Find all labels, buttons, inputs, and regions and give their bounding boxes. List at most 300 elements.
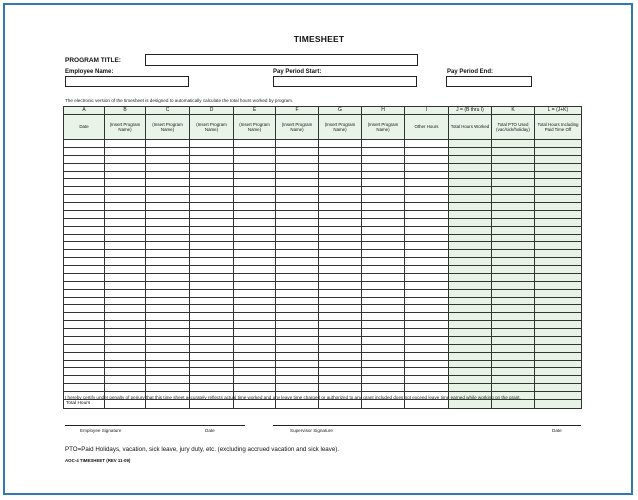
table-cell[interactable] — [362, 234, 405, 242]
table-cell[interactable] — [276, 352, 319, 360]
table-cell[interactable] — [319, 266, 362, 274]
table-cell[interactable] — [190, 226, 234, 234]
table-cell[interactable] — [234, 273, 276, 281]
table-cell[interactable] — [146, 140, 190, 148]
table-cell[interactable] — [362, 163, 405, 171]
table-cell[interactable] — [234, 242, 276, 250]
table-cell[interactable] — [449, 250, 492, 258]
table-cell[interactable] — [276, 218, 319, 226]
table-cell[interactable] — [146, 226, 190, 234]
table-cell[interactable] — [492, 242, 535, 250]
table-cell[interactable] — [276, 155, 319, 163]
table-cell[interactable] — [492, 195, 535, 203]
table-cell[interactable] — [234, 163, 276, 171]
table-cell[interactable] — [276, 171, 319, 179]
table-cell[interactable] — [64, 344, 105, 352]
table-cell[interactable] — [190, 234, 234, 242]
table-cell[interactable] — [64, 336, 105, 344]
table-cell[interactable] — [190, 258, 234, 266]
table-cell[interactable] — [276, 242, 319, 250]
table-cell[interactable] — [64, 313, 105, 321]
table-cell[interactable] — [492, 147, 535, 155]
table-cell[interactable] — [190, 163, 234, 171]
table-cell[interactable] — [362, 352, 405, 360]
table-cell[interactable] — [146, 273, 190, 281]
table-cell[interactable] — [146, 313, 190, 321]
table-cell[interactable] — [449, 352, 492, 360]
table-cell[interactable] — [535, 344, 582, 352]
table-cell[interactable] — [319, 218, 362, 226]
table-cell[interactable] — [146, 376, 190, 384]
table-cell[interactable] — [64, 250, 105, 258]
table-cell[interactable] — [449, 242, 492, 250]
table-cell[interactable] — [64, 321, 105, 329]
table-cell[interactable] — [276, 376, 319, 384]
table-cell[interactable] — [362, 281, 405, 289]
table-cell[interactable] — [535, 234, 582, 242]
table-cell[interactable] — [319, 321, 362, 329]
table-cell[interactable] — [362, 289, 405, 297]
table-cell[interactable] — [105, 140, 146, 148]
table-cell[interactable] — [449, 155, 492, 163]
table-cell[interactable] — [535, 360, 582, 368]
table-cell[interactable] — [405, 376, 449, 384]
table-cell[interactable] — [492, 329, 535, 337]
employee-name-field[interactable] — [65, 76, 189, 87]
table-cell[interactable] — [449, 297, 492, 305]
table-cell[interactable] — [64, 187, 105, 195]
table-cell[interactable] — [64, 329, 105, 337]
table-cell[interactable] — [405, 344, 449, 352]
table-cell[interactable] — [64, 242, 105, 250]
table-cell[interactable] — [190, 376, 234, 384]
table-cell[interactable] — [492, 226, 535, 234]
table-cell[interactable] — [234, 368, 276, 376]
table-cell[interactable] — [492, 210, 535, 218]
table-cell[interactable] — [190, 336, 234, 344]
table-cell[interactable] — [105, 344, 146, 352]
table-cell[interactable] — [492, 218, 535, 226]
table-cell[interactable] — [535, 368, 582, 376]
table-cell[interactable] — [535, 273, 582, 281]
table-cell[interactable] — [276, 289, 319, 297]
table-cell[interactable] — [234, 218, 276, 226]
table-cell[interactable] — [190, 171, 234, 179]
table-cell[interactable] — [535, 384, 582, 392]
table-cell[interactable] — [234, 329, 276, 337]
table-cell[interactable] — [190, 297, 234, 305]
table-cell[interactable] — [146, 250, 190, 258]
table-cell[interactable] — [319, 368, 362, 376]
table-cell[interactable] — [405, 226, 449, 234]
table-cell[interactable] — [105, 289, 146, 297]
table-cell[interactable] — [449, 376, 492, 384]
supervisor-signature-line[interactable] — [273, 425, 581, 426]
table-cell[interactable] — [190, 187, 234, 195]
table-cell[interactable] — [535, 352, 582, 360]
table-cell[interactable] — [234, 352, 276, 360]
table-cell[interactable] — [319, 329, 362, 337]
table-cell[interactable] — [234, 147, 276, 155]
table-cell[interactable] — [146, 336, 190, 344]
table-cell[interactable] — [276, 195, 319, 203]
table-cell[interactable] — [146, 218, 190, 226]
table-cell[interactable] — [405, 266, 449, 274]
table-cell[interactable] — [146, 187, 190, 195]
table-cell[interactable] — [449, 140, 492, 148]
table-cell[interactable] — [492, 155, 535, 163]
table-cell[interactable] — [405, 195, 449, 203]
table-cell[interactable] — [535, 297, 582, 305]
table-cell[interactable] — [362, 329, 405, 337]
table-cell[interactable] — [146, 360, 190, 368]
table-cell[interactable] — [105, 218, 146, 226]
table-cell[interactable] — [105, 384, 146, 392]
table-cell[interactable] — [535, 179, 582, 187]
table-cell[interactable] — [190, 321, 234, 329]
table-cell[interactable] — [362, 250, 405, 258]
table-cell[interactable] — [535, 289, 582, 297]
table-cell[interactable] — [405, 242, 449, 250]
table-cell[interactable] — [105, 226, 146, 234]
table-cell[interactable] — [319, 344, 362, 352]
table-cell[interactable] — [449, 187, 492, 195]
table-cell[interactable] — [190, 281, 234, 289]
table-cell[interactable] — [105, 352, 146, 360]
table-cell[interactable] — [146, 368, 190, 376]
table-cell[interactable] — [190, 329, 234, 337]
table-cell[interactable] — [492, 187, 535, 195]
table-cell[interactable] — [492, 384, 535, 392]
table-cell[interactable] — [535, 226, 582, 234]
program-title-field[interactable] — [145, 54, 418, 66]
table-cell[interactable] — [362, 171, 405, 179]
table-cell[interactable] — [105, 297, 146, 305]
table-cell[interactable] — [190, 140, 234, 148]
table-cell[interactable] — [190, 179, 234, 187]
table-cell[interactable] — [146, 210, 190, 218]
table-cell[interactable] — [535, 250, 582, 258]
table-cell[interactable] — [449, 321, 492, 329]
table-cell[interactable] — [535, 329, 582, 337]
table-cell[interactable] — [405, 179, 449, 187]
table-cell[interactable] — [492, 336, 535, 344]
table-cell[interactable] — [405, 336, 449, 344]
table-cell[interactable] — [234, 281, 276, 289]
table-cell[interactable] — [146, 203, 190, 211]
table-cell[interactable] — [362, 147, 405, 155]
table-cell[interactable] — [449, 226, 492, 234]
table-cell[interactable] — [535, 281, 582, 289]
table-cell[interactable] — [535, 266, 582, 274]
table-cell[interactable] — [234, 266, 276, 274]
table-cell[interactable] — [405, 321, 449, 329]
table-cell[interactable] — [492, 344, 535, 352]
table-cell[interactable] — [105, 147, 146, 155]
table-cell[interactable] — [146, 155, 190, 163]
table-cell[interactable] — [405, 155, 449, 163]
table-cell[interactable] — [234, 258, 276, 266]
table-cell[interactable] — [276, 187, 319, 195]
table-cell[interactable] — [234, 140, 276, 148]
table-cell[interactable] — [362, 376, 405, 384]
table-cell[interactable] — [190, 289, 234, 297]
table-cell[interactable] — [105, 234, 146, 242]
table-cell[interactable] — [105, 258, 146, 266]
table-cell[interactable] — [319, 203, 362, 211]
table-cell[interactable] — [64, 289, 105, 297]
table-cell[interactable] — [319, 155, 362, 163]
table-cell[interactable] — [449, 289, 492, 297]
table-cell[interactable] — [146, 147, 190, 155]
table-cell[interactable] — [319, 140, 362, 148]
table-cell[interactable] — [362, 187, 405, 195]
table-cell[interactable] — [405, 147, 449, 155]
table-cell[interactable] — [535, 163, 582, 171]
table-cell[interactable] — [190, 352, 234, 360]
table-cell[interactable] — [64, 258, 105, 266]
table-cell[interactable] — [105, 210, 146, 218]
table-cell[interactable] — [535, 187, 582, 195]
table-cell[interactable] — [146, 179, 190, 187]
table-cell[interactable] — [64, 266, 105, 274]
table-cell[interactable] — [449, 195, 492, 203]
table-cell[interactable] — [190, 313, 234, 321]
table-cell[interactable] — [64, 368, 105, 376]
table-cell[interactable] — [64, 171, 105, 179]
table-cell[interactable] — [319, 195, 362, 203]
table-cell[interactable] — [146, 266, 190, 274]
table-cell[interactable] — [276, 250, 319, 258]
table-cell[interactable] — [276, 313, 319, 321]
table-cell[interactable] — [449, 336, 492, 344]
table-cell[interactable] — [105, 305, 146, 313]
table-cell[interactable] — [405, 171, 449, 179]
table-cell[interactable] — [362, 203, 405, 211]
table-cell[interactable] — [190, 195, 234, 203]
table-cell[interactable] — [405, 250, 449, 258]
table-cell[interactable] — [64, 281, 105, 289]
table-cell[interactable] — [146, 289, 190, 297]
table-cell[interactable] — [362, 226, 405, 234]
table-cell[interactable] — [234, 155, 276, 163]
table-cell[interactable] — [146, 234, 190, 242]
table-cell[interactable] — [234, 336, 276, 344]
table-cell[interactable] — [64, 195, 105, 203]
table-cell[interactable] — [190, 384, 234, 392]
table-cell[interactable] — [405, 384, 449, 392]
table-cell[interactable] — [492, 313, 535, 321]
table-cell[interactable] — [276, 281, 319, 289]
table-cell[interactable] — [276, 147, 319, 155]
table-cell[interactable] — [405, 140, 449, 148]
table-cell[interactable] — [105, 195, 146, 203]
table-cell[interactable] — [190, 360, 234, 368]
table-cell[interactable] — [449, 218, 492, 226]
table-cell[interactable] — [362, 273, 405, 281]
table-cell[interactable] — [105, 242, 146, 250]
table-cell[interactable] — [405, 187, 449, 195]
table-cell[interactable] — [64, 147, 105, 155]
table-cell[interactable] — [319, 187, 362, 195]
table-cell[interactable] — [276, 321, 319, 329]
table-cell[interactable] — [276, 336, 319, 344]
table-cell[interactable] — [64, 218, 105, 226]
table-cell[interactable] — [105, 171, 146, 179]
table-cell[interactable] — [234, 195, 276, 203]
table-cell[interactable] — [64, 352, 105, 360]
table-cell[interactable] — [146, 297, 190, 305]
table-cell[interactable] — [105, 321, 146, 329]
table-cell[interactable] — [319, 179, 362, 187]
pay-period-end-field[interactable] — [446, 76, 532, 87]
table-cell[interactable] — [535, 147, 582, 155]
table-cell[interactable] — [190, 147, 234, 155]
table-cell[interactable] — [146, 195, 190, 203]
table-cell[interactable] — [105, 313, 146, 321]
table-cell[interactable] — [276, 226, 319, 234]
table-cell[interactable] — [362, 384, 405, 392]
table-cell[interactable] — [405, 313, 449, 321]
table-cell[interactable] — [146, 258, 190, 266]
table-cell[interactable] — [405, 210, 449, 218]
table-cell[interactable] — [105, 329, 146, 337]
table-cell[interactable] — [276, 297, 319, 305]
table-cell[interactable] — [449, 203, 492, 211]
table-cell[interactable] — [64, 376, 105, 384]
table-cell[interactable] — [405, 203, 449, 211]
table-cell[interactable] — [319, 242, 362, 250]
table-cell[interactable] — [492, 266, 535, 274]
table-cell[interactable] — [449, 171, 492, 179]
table-cell[interactable] — [190, 266, 234, 274]
table-cell[interactable] — [234, 250, 276, 258]
table-cell[interactable] — [319, 234, 362, 242]
table-cell[interactable] — [105, 368, 146, 376]
table-cell[interactable] — [535, 140, 582, 148]
table-cell[interactable] — [319, 376, 362, 384]
table-cell[interactable] — [319, 384, 362, 392]
table-cell[interactable] — [190, 273, 234, 281]
table-cell[interactable] — [146, 171, 190, 179]
table-cell[interactable] — [492, 250, 535, 258]
table-cell[interactable] — [319, 297, 362, 305]
table-cell[interactable] — [492, 281, 535, 289]
table-cell[interactable] — [405, 368, 449, 376]
table-cell[interactable] — [449, 179, 492, 187]
table-cell[interactable] — [105, 336, 146, 344]
table-cell[interactable] — [234, 297, 276, 305]
table-cell[interactable] — [234, 210, 276, 218]
table-cell[interactable] — [362, 140, 405, 148]
table-cell[interactable] — [319, 305, 362, 313]
table-cell[interactable] — [146, 281, 190, 289]
table-cell[interactable] — [535, 336, 582, 344]
table-cell[interactable] — [190, 250, 234, 258]
table-cell[interactable] — [362, 344, 405, 352]
table-cell[interactable] — [64, 140, 105, 148]
table-cell[interactable] — [535, 195, 582, 203]
table-cell[interactable] — [234, 289, 276, 297]
table-cell[interactable] — [319, 273, 362, 281]
table-cell[interactable] — [362, 210, 405, 218]
table-cell[interactable] — [449, 329, 492, 337]
table-cell[interactable] — [319, 352, 362, 360]
table-cell[interactable] — [234, 171, 276, 179]
table-cell[interactable] — [492, 360, 535, 368]
table-cell[interactable] — [319, 281, 362, 289]
table-cell[interactable] — [449, 234, 492, 242]
table-cell[interactable] — [105, 266, 146, 274]
table-cell[interactable] — [276, 273, 319, 281]
table-cell[interactable] — [492, 179, 535, 187]
table-cell[interactable] — [64, 203, 105, 211]
table-cell[interactable] — [362, 242, 405, 250]
table-cell[interactable] — [492, 321, 535, 329]
table-cell[interactable] — [319, 336, 362, 344]
table-cell[interactable] — [276, 179, 319, 187]
table-cell[interactable] — [146, 329, 190, 337]
table-cell[interactable] — [535, 376, 582, 384]
table-cell[interactable] — [535, 218, 582, 226]
table-cell[interactable] — [64, 163, 105, 171]
employee-signature-line[interactable] — [65, 425, 245, 426]
table-cell[interactable] — [405, 258, 449, 266]
table-cell[interactable] — [105, 203, 146, 211]
table-cell[interactable] — [405, 289, 449, 297]
table-cell[interactable] — [234, 376, 276, 384]
table-cell[interactable] — [234, 226, 276, 234]
table-cell[interactable] — [234, 187, 276, 195]
table-cell[interactable] — [405, 297, 449, 305]
table-cell[interactable] — [105, 179, 146, 187]
table-cell[interactable] — [362, 297, 405, 305]
table-cell[interactable] — [449, 210, 492, 218]
table-cell[interactable] — [234, 203, 276, 211]
table-cell[interactable] — [362, 321, 405, 329]
table-cell[interactable] — [276, 329, 319, 337]
table-cell[interactable] — [234, 313, 276, 321]
table-cell[interactable] — [234, 179, 276, 187]
table-cell[interactable] — [105, 273, 146, 281]
table-cell[interactable] — [492, 273, 535, 281]
table-cell[interactable] — [234, 384, 276, 392]
table-cell[interactable] — [190, 218, 234, 226]
table-cell[interactable] — [362, 258, 405, 266]
table-cell[interactable] — [405, 234, 449, 242]
table-cell[interactable] — [190, 242, 234, 250]
table-cell[interactable] — [449, 384, 492, 392]
table-cell[interactable] — [492, 305, 535, 313]
table-cell[interactable] — [146, 163, 190, 171]
table-cell[interactable] — [492, 258, 535, 266]
table-cell[interactable] — [405, 305, 449, 313]
table-cell[interactable] — [190, 344, 234, 352]
table-cell[interactable] — [449, 368, 492, 376]
table-cell[interactable] — [535, 321, 582, 329]
table-cell[interactable] — [362, 179, 405, 187]
pay-period-start-field[interactable] — [273, 76, 417, 87]
table-cell[interactable] — [405, 273, 449, 281]
table-cell[interactable] — [319, 210, 362, 218]
table-cell[interactable] — [276, 360, 319, 368]
table-cell[interactable] — [105, 163, 146, 171]
table-cell[interactable] — [276, 203, 319, 211]
table-cell[interactable] — [276, 266, 319, 274]
table-cell[interactable] — [405, 218, 449, 226]
table-cell[interactable] — [276, 258, 319, 266]
table-cell[interactable] — [319, 147, 362, 155]
